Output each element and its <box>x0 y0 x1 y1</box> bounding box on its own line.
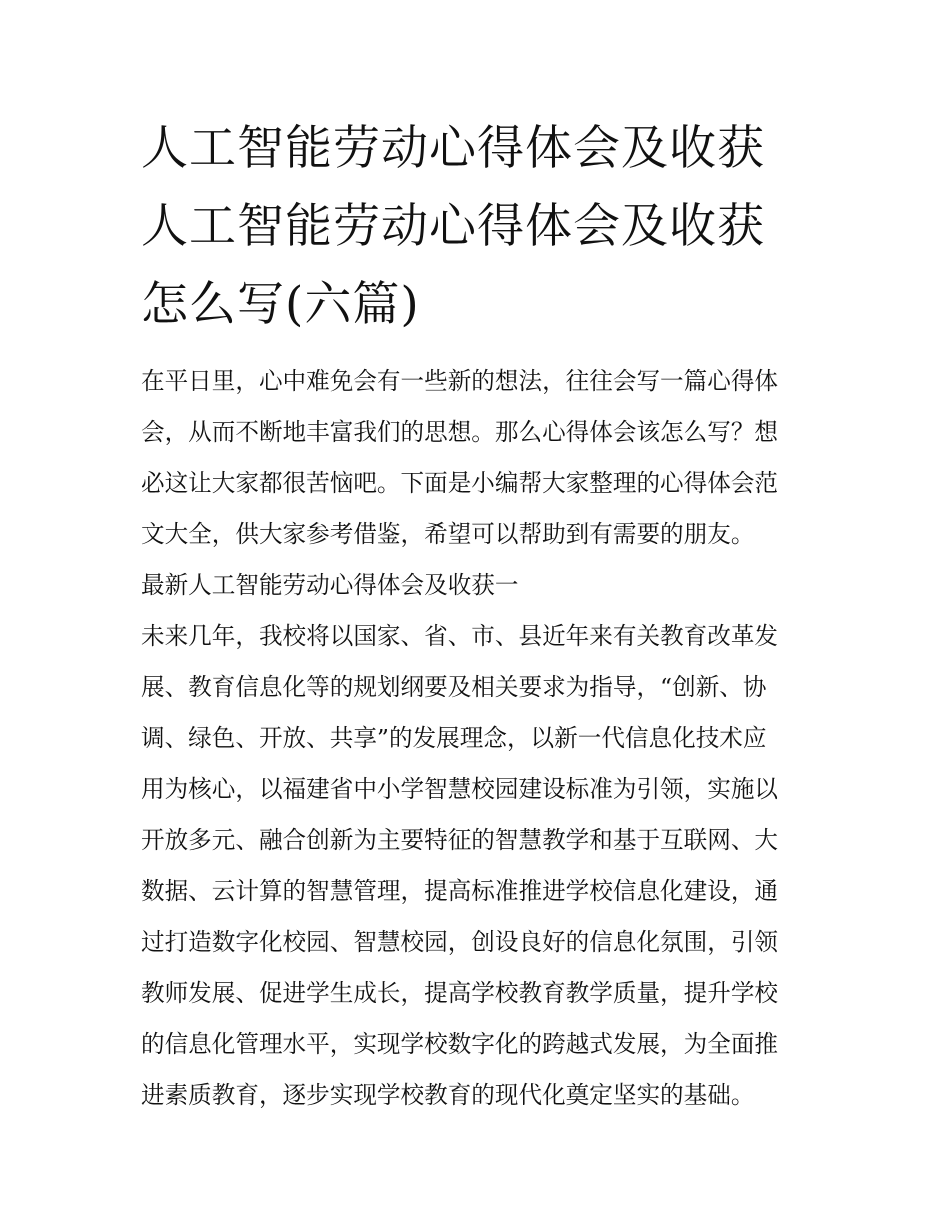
section-heading-text: 最新人工智能劳动心得体会及收获一 <box>141 571 519 599</box>
document-body <box>141 356 813 1121</box>
section-line-9: 的信息化管理水平，实现学校数字化的跨越式发展，为全面推 <box>141 1030 779 1058</box>
intro-paragraph <box>141 356 813 560</box>
section-line-4: 用为核心，以福建省中小学智慧校园建设标准为引领，实施以 <box>141 775 779 803</box>
document-title <box>141 110 813 344</box>
section-line-3: 调、绿色、开放、共享”的发展理念，以新一代信息化技术应 <box>141 724 767 752</box>
section-line-6: 数据、云计算的智慧管理，提高标准推进学校信息化建设，通 <box>141 877 779 905</box>
section-heading <box>141 560 813 611</box>
section-line-5: 开放多元、融合创新为主要特征的智慧教学和基于互联网、大 <box>141 826 779 854</box>
intro-line-2: 会，从而不断地丰富我们的思想。那么心得体会该怎么写？想 <box>141 418 779 446</box>
intro-line-4: 文大全，供大家参考借鉴，希望可以帮助到有需要的朋友。 <box>141 520 755 548</box>
section-paragraph <box>141 611 813 1121</box>
title-line-1: 人工智能劳动心得体会及收获 <box>141 121 765 176</box>
intro-line-1: 在平日里，心中难免会有一些新的想法，往往会写一篇心得体 <box>141 367 779 395</box>
title-line-3: 怎么写(六篇) <box>141 277 420 332</box>
title-line-2: 人工智能劳动心得体会及收获 <box>141 199 765 254</box>
document-page <box>141 110 813 1121</box>
section-line-10: 进素质教育，逐步实现学校教育的现代化奠定坚实的基础。 <box>141 1081 755 1109</box>
section-line-1: 未来几年，我校将以国家、省、市、县近年来有关教育改革发 <box>141 622 779 650</box>
intro-line-3: 必这让大家都很苦恼吧。下面是小编帮大家整理的心得体会范 <box>141 469 779 497</box>
section-line-2: 展、教育信息化等的规划纲要及相关要求为指导，“创新、协 <box>141 673 767 701</box>
section-line-7: 过打造数字化校园、智慧校园，创设良好的信息化氛围，引领 <box>141 928 779 956</box>
section-line-8: 教师发展、促进学生成长，提高学校教育教学质量，提升学校 <box>141 979 779 1007</box>
